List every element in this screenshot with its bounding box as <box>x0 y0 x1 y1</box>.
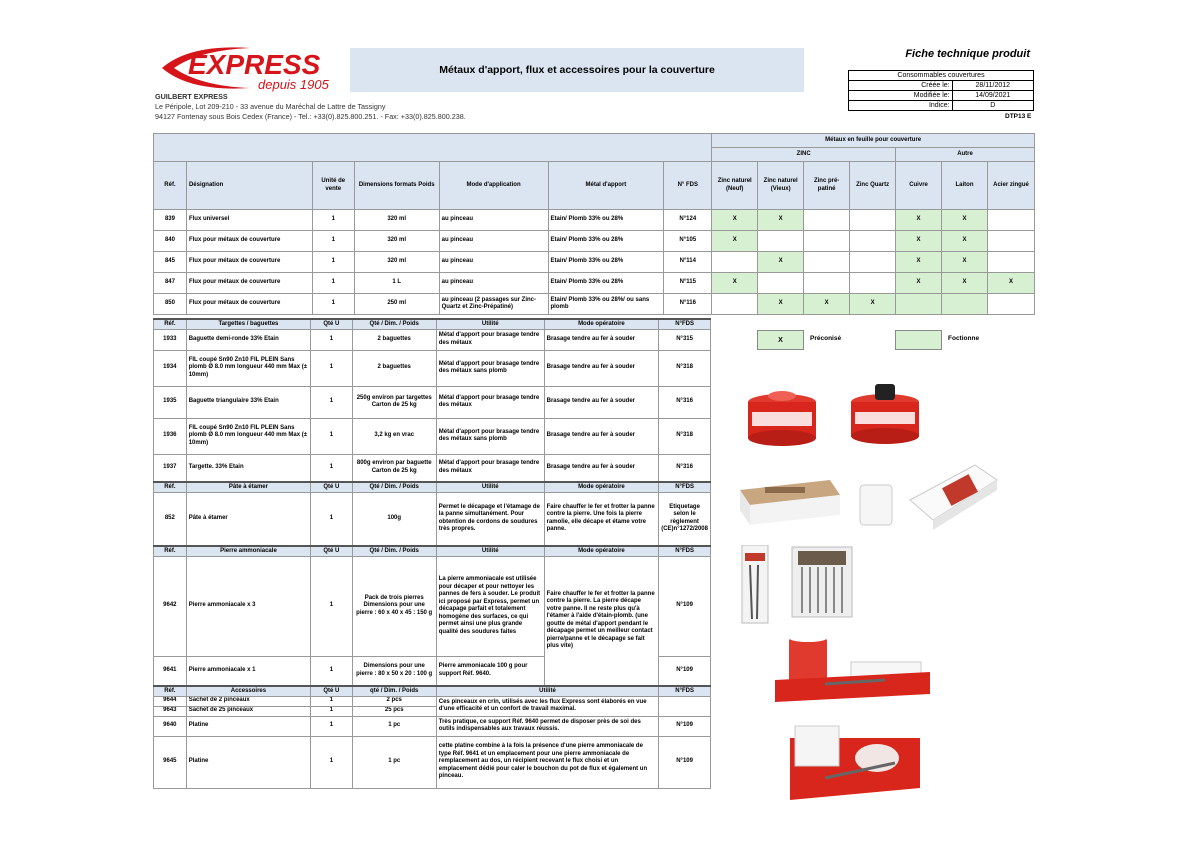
cell-ref: 9644 <box>154 696 187 706</box>
cell-ref: 1934 <box>154 350 187 386</box>
cell-q: 1 <box>311 350 352 386</box>
cell-mode: Faire chauffer le fer et frotter la panne contre la pierre. Une fois la pierre ramolie, elle décape et étame votre panne. <box>544 492 659 546</box>
col-metal-type: Zinc Quartz <box>850 162 896 210</box>
cell-ref: 9645 <box>154 736 187 788</box>
legend-preconise: Préconisé <box>810 335 842 342</box>
flux-pot-brush-image <box>845 380 935 450</box>
cell-mode: Faire chauffer le fer et frotter la panne contre la pierre. La pierre décape votre panne. Il ne reste plus qu'à l'étamer à l'aide d'étain-plomb. (une goutte de métal d'apport pendant le décapage permet un meilleur contact pierre/panne et le décapage se fait plus vite) <box>544 556 659 686</box>
cell-ref: 1936 <box>154 418 187 454</box>
flux-cell-fds: N°124 <box>664 210 712 231</box>
meta-table <box>848 70 1034 111</box>
flux-cell-ref: 850 <box>154 294 187 315</box>
cell-des: Platine <box>186 736 310 788</box>
flux-cell-unit: 1 <box>312 252 354 273</box>
cell-dim: Dimensions pour une pierre : 80 x 50 x 20 : 100 g <box>352 656 436 686</box>
section-header-cell: Réf. <box>154 686 187 696</box>
cell-use: Métal d'apport pour brasage tendre des métaux <box>436 386 544 418</box>
compat-cell <box>850 252 896 273</box>
flux-cell-metal: Etain/ Plomb 33% ou 28%/ ou sans plomb <box>548 294 664 315</box>
cell-ref: 1933 <box>154 329 187 350</box>
product-row <box>154 716 711 736</box>
flux-cell-des: Flux pour métaux de couverture <box>186 273 312 294</box>
cell-ref: 9642 <box>154 556 187 656</box>
flux-cell-dim: 320 ml <box>354 252 439 273</box>
cell-use: Métal d'apport pour brasage tendre des métaux sans plomb <box>436 350 544 386</box>
cell-fds: Etiquetage selon le règlement (CE)n°1272/2008 <box>659 492 711 546</box>
cell-q: 1 <box>311 418 352 454</box>
section-header <box>154 319 711 329</box>
section-header-cell: Utilité <box>436 686 658 696</box>
flux-cell-unit: 1 <box>312 210 354 231</box>
flux-cell-metal: Etain/ Plomb 33% ou 28% <box>548 231 664 252</box>
legend-fonctionne-box <box>895 330 942 350</box>
autre-header: Autre <box>896 148 1035 162</box>
cell-dim: 250g environ par targettes Carton de 25 kg <box>352 386 436 418</box>
section-header-cell: Qté U <box>311 482 352 492</box>
compat-cell <box>804 231 850 252</box>
section-header-cell: Targettes / baguettes <box>186 319 310 329</box>
meta-header: Consommables couvertures <box>849 71 1034 81</box>
flux-cell-metal: Etain/ Plomb 33% ou 28% <box>548 252 664 273</box>
modified-date: 14/09/2021 <box>952 91 1033 101</box>
col-designation: Désignation <box>186 162 312 210</box>
flux-cell-dim: 1 L <box>354 273 439 294</box>
flux-cell-mode: au pinceau <box>439 231 548 252</box>
document-title: Métaux d'apport, flux et accessoires pour la couverture <box>350 48 804 92</box>
section-header-cell: Réf. <box>154 319 187 329</box>
cell-des: Sachet de 2 pinceaux <box>186 696 310 706</box>
compat-cell: X <box>896 273 942 294</box>
products-table <box>153 318 711 789</box>
flux-cell-mode: au pinceau <box>439 252 548 273</box>
cell-q: 1 <box>311 716 352 736</box>
section-header-cell: Utilité <box>436 482 544 492</box>
flux-cell-des: Flux universel <box>186 210 312 231</box>
flux-cell-unit: 1 <box>312 273 354 294</box>
section-header-cell: Pierre ammoniacale <box>186 546 310 556</box>
section-header-cell: Utilité <box>436 546 544 556</box>
compat-cell: X <box>712 231 758 252</box>
flux-cell-ref: 845 <box>154 252 187 273</box>
cell-dim: 25 pcs <box>352 706 436 716</box>
flux-cell-mode: au pinceau (2 passages sur Zinc-Quartz et Zinc-Prépatiné) <box>439 294 548 315</box>
compat-cell <box>712 294 758 315</box>
cell-fds: N°109 <box>659 736 711 788</box>
flux-cell-fds: N°105 <box>664 231 712 252</box>
cell-q: 1 <box>311 656 352 686</box>
cell-des: Pierre ammoniacale x 1 <box>186 656 310 686</box>
cell-fds: N°318 <box>659 350 711 386</box>
flux-cell-fds: N°115 <box>664 273 712 294</box>
cell-des: Sachet de 25 pinceaux <box>186 706 310 716</box>
section-header-cell: N°FDS <box>659 546 711 556</box>
col-metal-type: Zinc pré-patiné <box>804 162 850 210</box>
compat-cell: X <box>712 273 758 294</box>
compat-cell: X <box>896 231 942 252</box>
compat-cell: X <box>896 252 942 273</box>
modified-label: Modifiée le: <box>849 91 953 101</box>
product-row <box>154 454 711 482</box>
platine-9645-image <box>785 718 925 803</box>
cell-use: Très pratique, ce support Réf. 9640 permet de disposer près de soi des outils indispensables aux travaux réussis. <box>436 716 658 736</box>
flux-cell-mode: au pinceau <box>439 210 548 231</box>
product-row <box>154 329 711 350</box>
product-row <box>154 386 711 418</box>
product-row <box>154 350 711 386</box>
section-header-cell: Qté / Dim. / Poids <box>352 482 436 492</box>
compat-cell <box>804 273 850 294</box>
cell-dim: 100g <box>352 492 436 546</box>
created-label: Créée le: <box>849 81 953 91</box>
flux-row <box>154 210 1035 231</box>
cell-ref: 9643 <box>154 706 187 716</box>
brush-pack-image <box>790 545 855 620</box>
col-metal-type: Zinc naturel (Vieux) <box>758 162 804 210</box>
cell-fds: N°109 <box>659 656 711 686</box>
col-metal-type: Acier zingué <box>987 162 1034 210</box>
flux-row <box>154 273 1035 294</box>
flux-cell-ref: 839 <box>154 210 187 231</box>
zinc-header: ZINC <box>712 148 896 162</box>
flux-cell-dim: 320 ml <box>354 231 439 252</box>
product-row <box>154 696 711 706</box>
section-header-cell: Qté U <box>311 686 352 696</box>
flux-cell-metal: Etain/ Plomb 33% ou 28% <box>548 273 664 294</box>
cell-use: Pierre ammoniacale 100 g pour support Réf. 9640. <box>436 656 544 686</box>
section-header-cell: N°FDS <box>659 482 711 492</box>
col-mode: Mode d'application <box>439 162 548 210</box>
flux-cell-dim: 320 ml <box>354 210 439 231</box>
section-header-cell: qté / Dim. / Poids <box>352 686 436 696</box>
flux-cell-unit: 1 <box>312 231 354 252</box>
cell-des: Targette. 33% Etain <box>186 454 310 482</box>
logo-brand: EXPRESS <box>188 49 321 80</box>
cell-mode: Brasage tendre au fer à souder <box>544 350 659 386</box>
cell-ref: 852 <box>154 492 187 546</box>
compat-cell <box>804 252 850 273</box>
product-row <box>154 418 711 454</box>
cell-des: Baguette demi-ronde 33% Etain <box>186 329 310 350</box>
compat-cell <box>987 252 1034 273</box>
cell-ref: 9641 <box>154 656 187 686</box>
flux-row <box>154 294 1035 315</box>
flux-cell-fds: N°114 <box>664 252 712 273</box>
cell-dim: 2 pcs <box>352 696 436 706</box>
cell-q: 1 <box>311 454 352 482</box>
cell-des: Pierre ammoniacale x 3 <box>186 556 310 656</box>
cell-dim: 800g environ par baguette Carton de 25 kg <box>352 454 436 482</box>
section-header-cell: Qté U <box>311 546 352 556</box>
legend-fonctionne: Foctionne <box>948 335 980 342</box>
cell-dim: 2 baguettes <box>352 350 436 386</box>
compat-cell: X <box>712 210 758 231</box>
col-metal: Métal d'apport <box>548 162 664 210</box>
section-header-cell: N°FDS <box>659 686 711 696</box>
cell-dim: 1 pc <box>352 736 436 788</box>
flux-pot-image <box>742 382 832 452</box>
col-fds: N° FDS <box>664 162 712 210</box>
cell-use: Permet le décapage et l'étamage de la panne simultanément. Pour obtention de cordons de soudures très propres. <box>436 492 544 546</box>
cell-des: Pâte à étamer <box>186 492 310 546</box>
flux-cell-ref: 840 <box>154 231 187 252</box>
cell-use: La pierre ammoniacale est utilisée pour décaper et pour nettoyer les pannes de fers à souder. Le produit ici proposé par Express, permet un décapage parfait et totalement homogène des surfaces, ce qui permet ainsi une plus grande qualité des soudures faites <box>436 556 544 656</box>
platine-9640-image <box>775 632 930 707</box>
compat-cell <box>987 231 1034 252</box>
section-header-cell: Réf. <box>154 546 187 556</box>
compat-cell <box>987 294 1034 315</box>
created-date: 28/11/2012 <box>952 81 1033 91</box>
company-info <box>155 92 466 122</box>
flux-cell-fds: N°116 <box>664 294 712 315</box>
section-header-cell: Qté / Dim. / Poids <box>352 546 436 556</box>
cell-fds: N°316 <box>659 386 711 418</box>
compat-cell <box>987 210 1034 231</box>
section-header-cell: Mode opératoire <box>544 546 659 556</box>
section-header <box>154 482 711 492</box>
cell-use: cette platine combine à la fois la présence d'une pierre ammoniacale de type Réf. 9641 et un emplacement pour une pierre ammoniacale de remplacement au dos, un récipient recevant le flux choisi et un emplacement dédié pour caler le bouchon du pot de flux et également un pinceau. <box>436 736 658 788</box>
cell-q: 1 <box>311 556 352 656</box>
compat-cell: X <box>942 231 988 252</box>
flux-cell-unit: 1 <box>312 294 354 315</box>
compat-cell: X <box>804 294 850 315</box>
legend-x: X <box>778 336 783 344</box>
flux-cell-des: Flux pour métaux de couverture <box>186 252 312 273</box>
compat-cell <box>850 273 896 294</box>
section-header-cell: N°FDS <box>659 319 711 329</box>
flux-cell-mode: au pinceau <box>439 273 548 294</box>
company-name: GUILBERT EXPRESS <box>155 92 228 101</box>
cell-ref: 1937 <box>154 454 187 482</box>
flux-cell-des: Flux pour métaux de couverture <box>186 294 312 315</box>
product-row <box>154 736 711 788</box>
compat-cell: X <box>758 252 804 273</box>
col-metal-type: Laiton <box>942 162 988 210</box>
section-header-cell: Qté / Dim. / Poids <box>352 319 436 329</box>
cell-use: Métal d'apport pour brasage tendre des métaux sans plomb <box>436 418 544 454</box>
brush-bag-image <box>740 545 770 625</box>
cell-ref: 1935 <box>154 386 187 418</box>
cell-mode: Brasage tendre au fer à souder <box>544 386 659 418</box>
compat-cell: X <box>987 273 1034 294</box>
cell-des: FIL coupé Sn90 Zn10 FIL PLEIN Sans plomb Ø 8.0 mm longueur 440 mm Max (± 10mm) <box>186 418 310 454</box>
compat-cell: X <box>896 210 942 231</box>
cell-fds: N°109 <box>659 716 711 736</box>
cell-dim: 2 baguettes <box>352 329 436 350</box>
section-header-cell: Utilité <box>436 319 544 329</box>
compat-cell <box>850 210 896 231</box>
compat-cell: X <box>850 294 896 315</box>
cell-use: Métal d'apport pour brasage tendre des métaux <box>436 329 544 350</box>
col-metal-type: Cuivre <box>896 162 942 210</box>
flux-cell-dim: 250 ml <box>354 294 439 315</box>
section-header-cell: Réf. <box>154 482 187 492</box>
cell-fds: N°315 <box>659 329 711 350</box>
compat-cell <box>758 273 804 294</box>
compat-cell <box>942 294 988 315</box>
flux-row <box>154 252 1035 273</box>
index-value: D <box>952 101 1033 111</box>
cell-des: Baguette triangulaire 33% Etain <box>186 386 310 418</box>
cell-mode: Brasage tendre au fer à souder <box>544 454 659 482</box>
product-row <box>154 492 711 546</box>
cell-des: Platine <box>186 716 310 736</box>
col-unit: Unité de vente <box>312 162 354 210</box>
cell-des: FIL coupé Sn90 Zn10 FIL PLEIN Sans plomb Ø 8.0 mm longueur 440 mm Max (± 10mm) <box>186 350 310 386</box>
cell-q: 1 <box>311 706 352 716</box>
cell-mode: Brasage tendre au fer à souder <box>544 329 659 350</box>
product-row <box>154 556 711 656</box>
paste-tin-image <box>905 460 1000 530</box>
col-dimensions: Dimensions formats Poids <box>354 162 439 210</box>
flux-table <box>153 133 1035 315</box>
cell-dim: 1 pc <box>352 716 436 736</box>
col-ref: Réf. <box>154 162 187 210</box>
compat-cell: X <box>942 273 988 294</box>
col-metal-type: Zinc naturel (Neuf) <box>712 162 758 210</box>
flux-cell-metal: Etain/ Plomb 33% ou 28% <box>548 210 664 231</box>
compat-cell: X <box>758 210 804 231</box>
compat-cell <box>758 231 804 252</box>
index-label: Indice: <box>849 101 953 111</box>
section-header-cell: Mode opératoire <box>544 319 659 329</box>
fiche-label: Fiche technique produit <box>905 48 1030 60</box>
compat-cell: X <box>942 210 988 231</box>
cell-mode: Brasage tendre au fer à souder <box>544 418 659 454</box>
cell-use: Métal d'apport pour brasage tendre des métaux <box>436 454 544 482</box>
express-logo <box>160 42 340 92</box>
compat-cell: X <box>758 294 804 315</box>
compat-cell <box>896 294 942 315</box>
flux-group-header: Métaux en feuille pour couverture <box>712 134 1035 148</box>
cell-q: 1 <box>311 492 352 546</box>
cell-fds: N°109 <box>659 556 711 656</box>
legend-preconise-box <box>757 330 804 350</box>
cell-q: 1 <box>311 329 352 350</box>
cell-dim: 3,2 kg en vrac <box>352 418 436 454</box>
cell-fds <box>659 696 711 716</box>
section-header-cell: Pâte à étamer <box>186 482 310 492</box>
cell-ref: 9640 <box>154 716 187 736</box>
section-header-cell: Accessoires <box>186 686 310 696</box>
compat-cell <box>712 252 758 273</box>
cell-use: Ces pinceaux en crin, utilisés avec les flux Express sont élaborés en vue d'une efficacité et un confort de travail maximal. <box>436 696 658 716</box>
flux-cell-des: Flux pour métaux de couverture <box>186 231 312 252</box>
compat-cell: X <box>942 252 988 273</box>
company-address: Le Péripole, Lot 209-210 - 33 avenue du Maréchal de Lattre de Tassigny <box>155 102 386 111</box>
cell-dim: Pack de trois pierres Dimensions pour une pierre : 60 x 40 x 45 : 150 g <box>352 556 436 656</box>
cell-fds: N°316 <box>659 454 711 482</box>
compat-cell <box>850 231 896 252</box>
cell-fds: N°318 <box>659 418 711 454</box>
doc-code: DTP13 E <box>1005 113 1032 120</box>
flux-cell-ref: 847 <box>154 273 187 294</box>
section-header <box>154 686 711 696</box>
cell-q: 1 <box>311 696 352 706</box>
section-header-cell: Qté U <box>311 319 352 329</box>
compat-cell <box>804 210 850 231</box>
cell-q: 1 <box>311 736 352 788</box>
section-header <box>154 546 711 556</box>
tinning-block-image <box>735 475 895 535</box>
cell-q: 1 <box>311 386 352 418</box>
company-contact: 94127 Fontenay sous Bois Cedex (France) - Tel.: +33(0).825.800.251. - Fax: +33(0).825.800.238. <box>155 112 466 121</box>
section-header-cell: Mode opératoire <box>544 482 659 492</box>
flux-row <box>154 231 1035 252</box>
logo-tagline: depuis 1905 <box>258 77 329 92</box>
